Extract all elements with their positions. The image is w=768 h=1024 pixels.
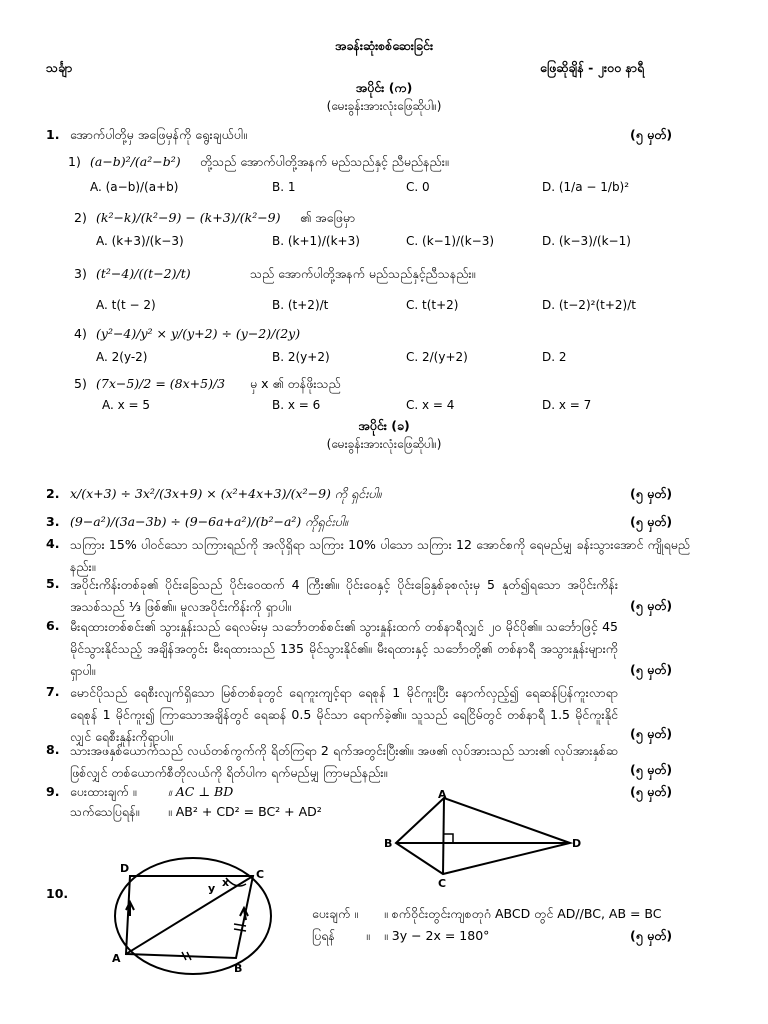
label-a: A [438,788,447,801]
q1-2-option-d: D. (k−3)/(k−1) [542,234,631,248]
q1-5-option-a: A. x = 5 [102,398,151,412]
q3-marks: (၅ မှတ်) [630,514,673,529]
part-b-note: (မေးခွန်းအားလုံးဖြေဆိုပါ။) [326,437,442,451]
q3-text: (9−a²)/(3a−3b) ÷ (9−6a+a²)/(b²−a²) ကိုရှင်းပါ။ [70,514,348,529]
q1-4-expression: (y²−4)/y² × y/(y+2) ÷ (y−2)/(2y) [96,326,301,341]
q1-2-option-a: A. (k+3)/(k−3) [96,234,184,248]
q8-text: သားအဖနှစ်ယောက်သည် လယ်တစ်ကွက်ကို ရိတ်ကြရာ 2 ရက်အတွင်းပြီး၏။ အဖ၏ လုပ်အားသည် သား၏ လုပ်အားနှစ်ဆဖြစ်လျှင် တစ်ယောက်စီတိုလယ်ကို ရိတ်ပါက ရက်မည်မျှ ကြာမည်နည်း။ [70,743,618,780]
tick-bc-2 [234,929,246,931]
q1-5-number: 5) [74,376,87,391]
q7-text: မောင်ပိုသည် ရေစီးလျက်ရှိသော မြစ်တစ်ခုတွင် ရေကူးကျင့်ရာ ရေစုန် 1 မိုင်ကူးပြီး နောက်လှည့်၍ ရေဆန်ပြန်ကူးလာရာ ရေစုန် 1 မိုင်ကူး၍ ကြာသောအချိန်တွင် ရေဆန် 0.5 မိုင်သာ ရောက်ခဲ့၏။ သူသည် ရေငြိမ်တွင် တစ်နာရီ 1.5 မိုင်ကူးနိုင်လျှင် ရေစီးနှုန်းကိုရှာပါ။ [70,685,618,744]
q1-1-stem: တို့သည် အောက်ပါတို့အနက် မည်သည်နှင့် ညီမည်နည်း။ [200,154,449,169]
q4-text: သကြား 15% ပါဝင်သော သကြားရည်ကို အလိုရှိရာ သကြား 10% ပါသော သကြား 12 အောင်စကို ရေမည်မျှ ခန်းသွားအောင် ကျိုရမည်နည်း။ [70,537,690,574]
q1-1-expression: (a−b)²/(a²−b²) [90,154,181,169]
right-angle-mark [444,834,453,843]
q10-given-label: ပေးချက် ။ [312,906,359,921]
q1-5-option-c: C. x = 4 [406,398,455,412]
q1-5-expression: (7x−5)/2 = (8x+5)/3 [96,376,226,391]
q1-text: အောက်ပါတို့မှ အဖြေမှန်ကို ရွေးချယ်ပါ။ [70,127,247,142]
q2-text: x/(x+3) ÷ 3x²/(3x+9) × (x²+4x+3)/(x²−9) ကို ရှင်းပါ။ [70,486,382,501]
q1-5-stem: မှ x ၏ တန်ဖိုးသည် [250,376,341,391]
q3-number: 3. [46,514,60,529]
q6-number: 6. [46,618,60,633]
q9-marks: (၅ မှတ်) [630,784,673,799]
q6-marks: (၅ မှတ်) [630,662,673,677]
q9-prove-label: သက်သေပြရန်။ [70,804,140,819]
q9-kite-diagram [380,788,590,890]
q10-marks: (၅ မှတ်) [630,928,673,943]
q1-2-option-c: C. (k−1)/(k−3) [406,234,495,248]
q1-5-option-b: B. x = 6 [272,398,321,412]
q5-marks: (၅ မှတ်) [630,598,673,613]
q8-marks: (၅ မှတ်) [630,762,673,777]
label-c: C [256,868,265,881]
q9-given: ။ AC ⊥ BD [168,784,234,799]
q9-prove: ။ AB² + CD² = BC² + AD² [168,804,322,819]
exam-title: အခန်းဆုံးစစ်ဆေးခြင်း [334,38,434,53]
q1-3-number: 3) [74,266,87,281]
q10-number: 10. [46,886,69,901]
q10-circle-diagram [108,856,278,980]
diagonal-ac [126,876,253,954]
q1-1-option-d: D. (1/a − 1/b)² [542,180,630,194]
q10-prove-separator: ။ [366,928,370,943]
q1-4-option-a: A. 2(y-2) [96,350,148,364]
q10-given: ။ စက်ဝိုင်းတွင်းကျစတုဂံ ABCD တွင် AD//BC, AB = BC [384,906,662,921]
diagonal-ac [443,798,444,874]
label-d: D [120,862,130,875]
q1-1-option-b: B. 1 [272,180,296,194]
q9-number: 9. [46,784,60,799]
q1-3-option-a: A. t(t − 2) [96,298,156,312]
q5-number: 5. [46,576,60,591]
q1-5-option-d: D. x = 7 [542,398,592,412]
q1-3-option-d: D. (t−2)²(t+2)/t [542,298,636,312]
q1-3-option-b: B. (t+2)/t [272,298,329,312]
q1-4-option-b: B. 2(y+2) [272,350,330,364]
q9-given-label: ပေးထားချက် ။ [70,784,137,799]
q5-text: အပိုင်းကိန်းတစ်ခု၏ ပိုင်းခြေသည် ပိုင်းဝေထက် 4 ကြီး၏။ ပိုင်းဝေနှင့် ပိုင်းခြေနှစ်ခုစလုံးမှ 5 နုတ်၍ရသော အပိုင်းကိန်းအသစ်သည် ⅓ ဖြစ်၏။ မူလအပိုင်းကိန်းကို ရှာပါ။ [70,577,618,614]
part-a-heading: အပိုင်း (က) [355,80,413,95]
q7-number: 7. [46,684,60,699]
q1-3-option-c: C. t(t+2) [406,298,459,312]
q6-text: မီးရထားတစ်စင်း၏ သွားနှုန်းသည် ရေလမ်းမှ သင်္ဘောတစ်စင်း၏ သွားနှုန်းထက် တစ်နာရီလျှင် ၂၀ မိုင်ပို၏။ သင်္ဘောဖြင့် 45 မိုင်သွားနိုင်သည့် အချိန်အတွင်း မီးရထားသည် 135 မိုင်သွားနိုင်၏။ မီးရထားနှင့် သင်္ဘောတို့၏ တစ်နာရီ အသွားနှုန်းများကို ရှာပါ။ [70,619,618,678]
q10-prove-label: ပြရန် [312,928,335,943]
label-b: B [234,962,243,975]
label-d: D [572,837,582,850]
q10-prove: ။ 3y − 2x = 180° [384,928,490,943]
part-a-note: (မေးခွန်းအားလုံးဖြေဆိုပါ။) [326,99,442,113]
q7-marks: (၅ မှတ်) [630,726,673,741]
q1-number: 1. [46,127,60,142]
q2-marks: (၅ မှတ်) [630,486,673,501]
label-x: x [222,876,230,889]
q1-2-expression: (k²−k)/(k²−9) − (k+3)/(k²−9) [96,210,281,225]
q2-number: 2. [46,486,60,501]
tick-bc-1 [234,924,246,926]
q1-4-option-c: C. 2/(y+2) [406,350,468,364]
q1-1-option-c: C. 0 [406,180,430,194]
q1-1-option-a: A. (a−b)/(a+b) [90,180,179,194]
q1-4-option-d: D. 2 [542,350,567,364]
q1-1-number: 1) [68,154,81,169]
q1-2-option-b: B. (k+1)/(k+3) [272,234,360,248]
kite-outline [396,798,570,874]
label-y: y [208,882,216,895]
time-label: ဖြေဆိုချိန် - ၂း၀၀ နာရီ [540,60,645,75]
label-b: B [384,837,393,850]
q1-4-number: 4) [74,326,87,341]
q1-2-number: 2) [74,210,87,225]
q1-3-expression: (t²−4)/((t−2)/t) [96,266,191,281]
q8-number: 8. [46,742,60,757]
q1-marks: (၅ မှတ်) [630,127,673,142]
part-b-heading: အပိုင်း (ခ) [358,418,410,433]
q1-2-stem: ၏ အဖြေမှာ [300,210,356,225]
label-a: A [112,952,121,965]
subject-label: သင်္ချာ [46,60,73,75]
q1-3-stem: သည် အောက်ပါတို့အနက် မည်သည်နှင့်ညီသနည်း။ [250,266,476,281]
label-c: C [438,877,447,890]
q4-number: 4. [46,536,60,551]
